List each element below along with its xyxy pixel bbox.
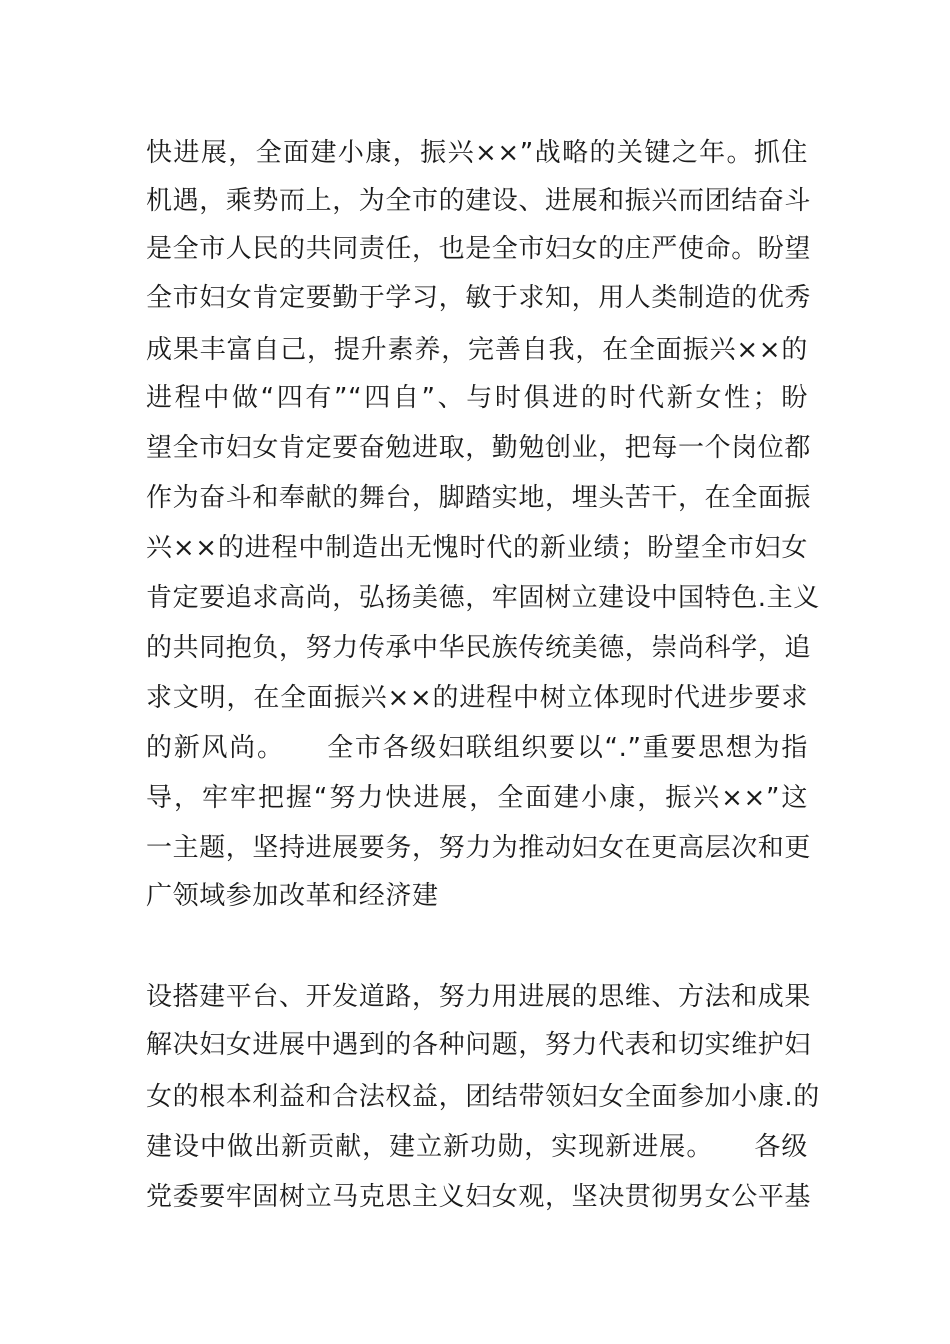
text-line: 肯定要追求高尚，弘扬美德，牢固树立建设中国特色.主义 — [146, 583, 820, 613]
text-line: 求文明，在全面振兴××的进程中树立体现时代进步要求 — [146, 683, 808, 713]
text-line: 机遇，乘势而上，为全市的建设、进展和振兴而团结奋斗 — [146, 186, 812, 216]
text-line: 的新风尚。 全市各级妇联组织要以“.”重要思想为指 — [146, 733, 808, 763]
text-line: 进程中做“四有”“四自”、与时俱进的时代新女性；盼 — [146, 383, 808, 413]
text-line: 的共同抱负，努力传承中华民族传统美德，崇尚科学，追 — [146, 633, 812, 663]
text-line: 成果丰富自己，提升素养，完善自我，在全面振兴××的 — [146, 335, 808, 365]
text-line: 设搭建平台、开发道路，努力用进展的思维、方法和成果 — [146, 982, 812, 1012]
text-line: 广领域参加改革和经济建 — [146, 881, 439, 911]
text-line: 兴××的进程中制造出无愧时代的新业绩；盼望全市妇女 — [146, 533, 808, 563]
text-line: 一主题，坚持进展要务，努力为推动妇女在更高层次和更 — [146, 833, 812, 863]
text-line: 作为奋斗和奉献的舞台，脚踏实地，埋头苦干，在全面振 — [146, 483, 812, 513]
text-line: 女的根本利益和合法权益，团结带领妇女全面参加小康.的 — [146, 1082, 820, 1112]
text-line: 建设中做出新贡献，建立新功勋，实现新进展。 各级 — [146, 1132, 808, 1162]
text-line: 望全市妇女肯定要奋勉进取，勤勉创业，把每一个岗位都 — [146, 433, 812, 463]
text-line: 是全市人民的共同责任，也是全市妇女的庄严使命。盼望 — [146, 234, 812, 264]
text-line: 快进展，全面建小康，振兴××”战略的关键之年。抓住 — [146, 138, 808, 168]
text-line: 导，牢牢把握“努力快进展，全面建小康，振兴××”这 — [146, 783, 808, 813]
text-line: 全市妇女肯定要勤于学习，敏于求知，用人类制造的优秀 — [146, 283, 812, 313]
text-line: 党委要牢固树立马克思主义妇女观，坚决贯彻男女公平基 — [146, 1182, 812, 1212]
text-line: 解决妇女进展中遇到的各种问题，努力代表和切实维护妇 — [146, 1030, 812, 1060]
